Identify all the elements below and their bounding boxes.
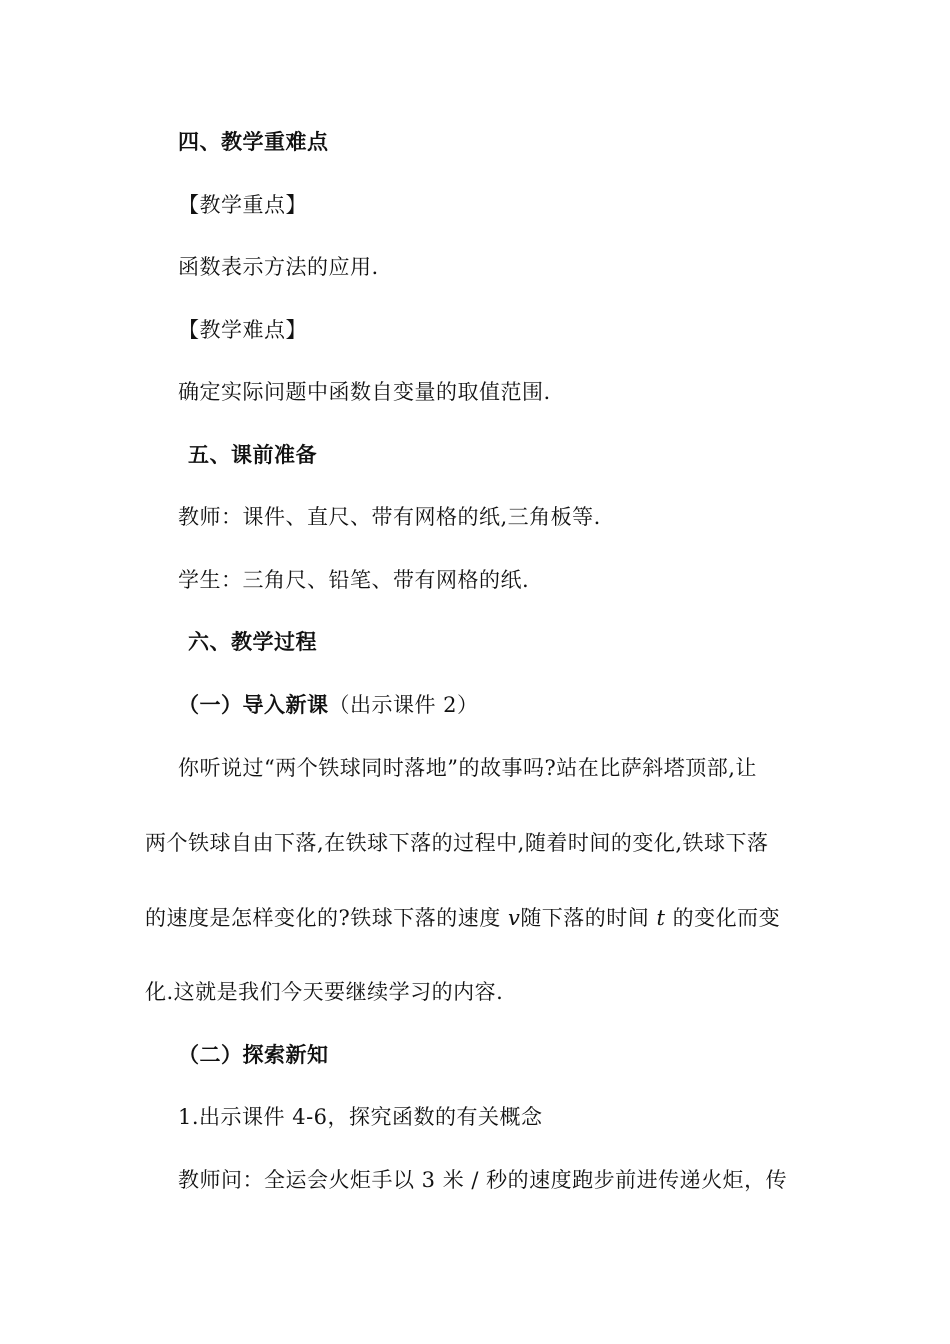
paragraph-line-1: 你听说过“两个铁球同时落地”的故事吗?站在比萨斜塔顶部,让	[178, 756, 757, 780]
subheading-explore: （二）探索新知	[178, 1042, 329, 1067]
paragraph-line-3-part-c: 的变化而变	[665, 906, 781, 930]
paragraph-line-3	[145, 904, 780, 932]
heading-section-6: 六、教学过程	[188, 629, 317, 654]
text-key-point: 函数表示方法的应用.	[178, 255, 379, 279]
text-difficult-point: 确定实际问题中函数自变量的取值范围.	[178, 380, 551, 404]
subheading-intro	[178, 691, 479, 719]
text-teacher-prep: 教师：课件、直尺、带有网格的纸,三角板等.	[178, 505, 601, 529]
text-teacher-question: 教师问：全运会火炬手以 3 米 / 秒的速度跑步前进传递火炬，传	[178, 1168, 788, 1192]
variable-v: v	[507, 906, 521, 930]
subheading-intro-title: （一）导入新课	[178, 692, 329, 717]
item-1: 1.出示课件 4-6，探究函数的有关概念	[178, 1105, 543, 1129]
variable-t: t	[656, 906, 666, 930]
label-key-point: 【教学重点】	[178, 193, 307, 217]
subheading-intro-note: （出示课件 2）	[328, 693, 479, 717]
heading-section-4: 四、教学重难点	[178, 129, 329, 154]
paragraph-line-3-part-a: 的速度是怎样变化的?铁球下落的速度	[145, 906, 508, 930]
paragraph-line-4: 化.这就是我们今天要继续学习的内容.	[145, 980, 504, 1004]
label-difficult-point: 【教学难点】	[178, 318, 307, 342]
paragraph-line-2: 两个铁球自由下落,在铁球下落的过程中,随着时间的变化,铁球下落	[145, 831, 769, 855]
heading-section-5: 五、课前准备	[188, 442, 317, 467]
text-student-prep: 学生：三角尺、铅笔、带有网格的纸.	[178, 568, 530, 592]
paragraph-line-3-part-b: 随下落的时间	[520, 906, 657, 930]
